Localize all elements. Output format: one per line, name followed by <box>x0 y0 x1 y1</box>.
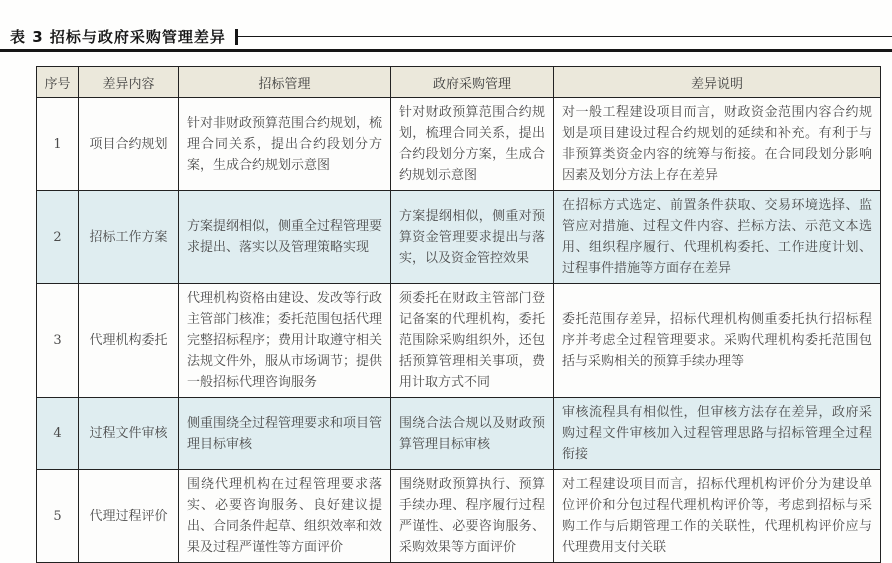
table-row <box>37 398 881 470</box>
table-caption-row <box>10 26 892 47</box>
col-header-procurement: 政府采购管理 <box>391 67 554 98</box>
cell-content: 过程文件审核 <box>79 398 179 470</box>
cell-content: 代理过程评价 <box>79 470 179 563</box>
cell-procurement: 方案提纲相似，侧重对预算资金管理要求提出与落实，以及资金管控效果 <box>391 191 554 284</box>
cell-bidding: 围绕代理机构在过程管理要求落实、必要咨询服务、良好建议提出、合同条件起草、组织效率和效果及过程严谨性等方面评价 <box>179 470 391 563</box>
table-row <box>37 470 881 563</box>
cell-content: 代理机构委托 <box>79 284 179 398</box>
cell-no: 5 <box>37 470 79 563</box>
col-header-no: 序号 <box>37 67 79 98</box>
table-row <box>37 284 881 398</box>
table-row <box>37 98 881 191</box>
difference-table <box>36 66 881 563</box>
cell-bidding: 代理机构资格由建设、发改等行政主管部门核准；委托范围包括代理完整招标程序；费用计取遵守相关法规文件外，服从市场调节；提供一般招标代理咨询服务 <box>179 284 391 398</box>
table-caption: 表 3 招标与政府采购管理差异 <box>10 28 226 46</box>
header-row <box>37 67 881 98</box>
cell-explanation: 对工程建设项目而言，招标代理机构评价分为建设单位评价和分包过程代理机构评价等，考虑到招标与采购工作与后期管理工作的关联性，代理机构评价应与代理费用支付关联 <box>554 470 881 563</box>
cell-no: 1 <box>37 98 79 191</box>
cell-no: 4 <box>37 398 79 470</box>
cell-bidding: 侧重围绕全过程管理要求和项目管理目标审核 <box>179 398 391 470</box>
col-header-explanation: 差异说明 <box>554 67 881 98</box>
cell-explanation: 对一般工程建设项目而言，财政资金范围内容合约规划是项目建设过程合约规划的延续和补充。有利于与非预算类资金内容的统筹与衔接。在合同段划分影响因素及划分方法上存在差异 <box>554 98 881 191</box>
cell-bidding: 针对非财政预算范围合约规划，梳理合同关系，提出合约段划分方案，生成合约规划示意图 <box>179 98 391 191</box>
table-body <box>37 98 881 563</box>
col-header-content: 差异内容 <box>79 67 179 98</box>
caption-rule-line <box>238 36 892 37</box>
cell-content: 项目合约规划 <box>79 98 179 191</box>
cell-procurement: 围绕财政预算执行、预算手续办理、程序履行过程严谨性、必要咨询服务、采购效果等方面评价 <box>391 470 554 563</box>
cell-explanation: 委托范围存差异，招标代理机构侧重委托执行招标程序并考虑全过程管理要求。采购代理机构委托范围包括与采购相关的预算手续办理等 <box>554 284 881 398</box>
col-header-bidding: 招标管理 <box>179 67 391 98</box>
cell-bidding: 方案提纲相似，侧重全过程管理要求提出、落实以及管理策略实现 <box>179 191 391 284</box>
table-row <box>37 191 881 284</box>
cell-content: 招标工作方案 <box>79 191 179 284</box>
cell-procurement: 围绕合法合规以及财政预算管理目标审核 <box>391 398 554 470</box>
cell-procurement: 针对财政预算范围合约规划，梳理合同关系，提出合约段划分方案，生成合约规划示意图 <box>391 98 554 191</box>
cell-explanation: 在招标方式选定、前置条件获取、交易环境选择、监管应对措施、过程文件内容、拦标方法、示范文本选用、组织程序履行、代理机构委托、工作进度计划、过程事件措施等方面存在差异 <box>554 191 881 284</box>
top-divider <box>0 49 892 52</box>
cell-no: 3 <box>37 284 79 398</box>
cell-procurement: 须委托在财政主管部门登记备案的代理机构，委托范围除采购组织外，还包括预算管理相关事项，费用计取方式不同 <box>391 284 554 398</box>
cell-no: 2 <box>37 191 79 284</box>
cell-explanation: 审核流程具有相似性，但审核方法存在差异，政府采购过程文件审核加入过程管理思路与招标管理全过程衔接 <box>554 398 881 470</box>
table-header <box>37 67 881 98</box>
